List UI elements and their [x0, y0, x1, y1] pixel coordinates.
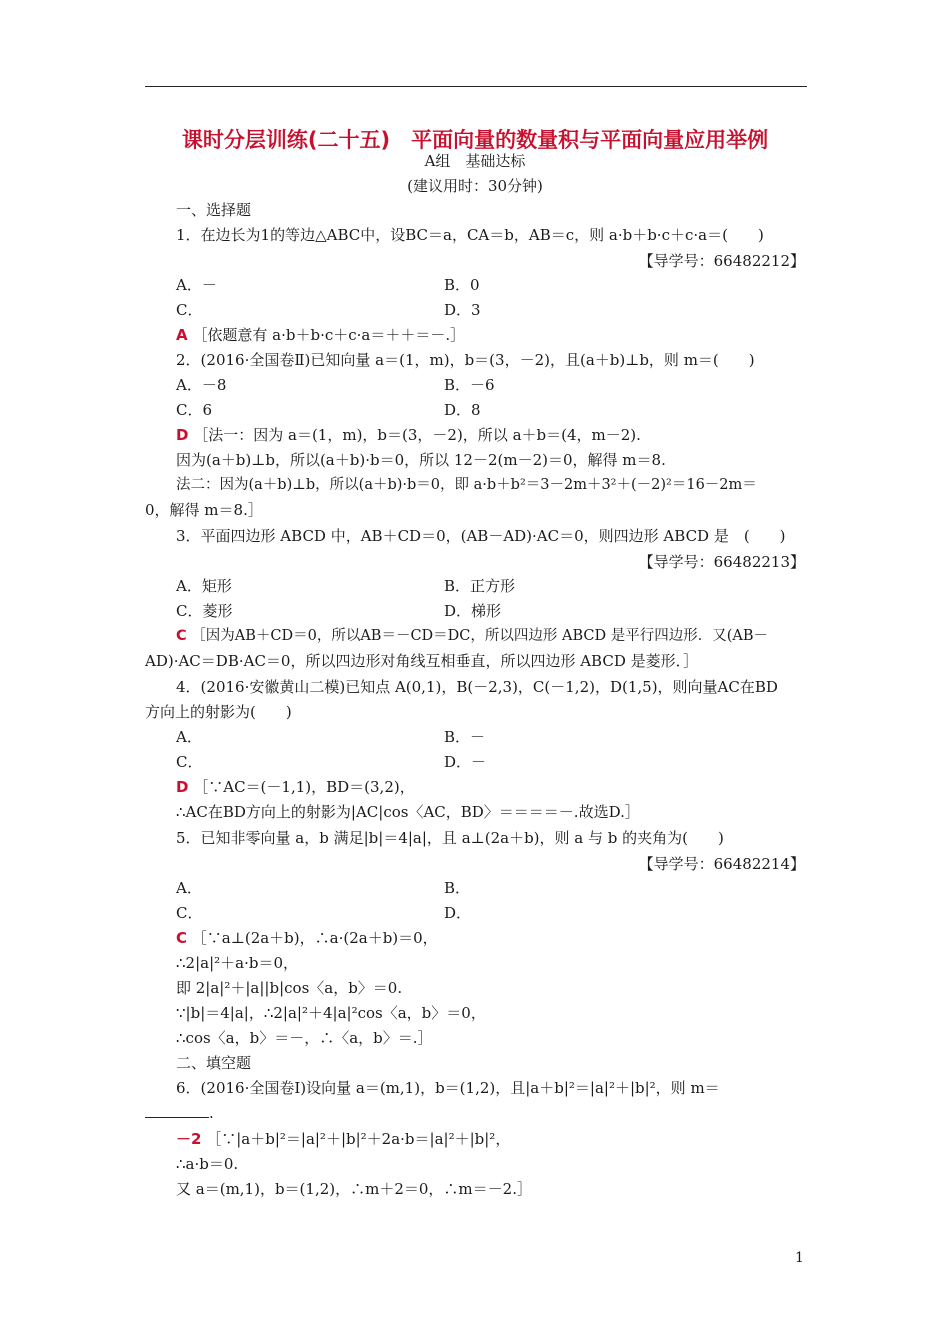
q5-option-c: C．: [176, 904, 203, 922]
group-label: A组 基础达标: [424, 152, 526, 170]
q4-solution: [176, 777, 415, 797]
q4-explain-1: ［∵AC＝(－1,1)，BD＝(3,2)，: [193, 778, 415, 796]
q2-explain-1: ［法一：因为 a＝(1，m)，b＝(3，－2)，所以 a＋b＝(4，m－2).: [193, 426, 641, 444]
q4-answer: D: [176, 778, 189, 796]
q6-explain-3: 又 a＝(m,1)，b＝(1,2)，∴m＋2＝0，∴m＝－2.］: [176, 1180, 532, 1198]
q2-explain-4: 0，解得 m＝8.］: [145, 501, 263, 519]
q5-option-a: A．: [176, 879, 202, 897]
q2-option-a: A．－8: [176, 376, 227, 394]
q6-answer-blank: [145, 1105, 209, 1118]
q5-answer: C: [176, 929, 188, 947]
q1-guide: 【导学号：66482212】: [638, 252, 805, 270]
q1-option-a: A．－: [176, 276, 217, 294]
section-choice: 一、选择题: [176, 201, 252, 219]
page-number: 1: [795, 1250, 804, 1266]
q6-stem-1: 6．(2016·全国卷Ⅰ)设向量 a＝(m,1)，b＝(1,2)，且|a＋b|²＝|a|²＋|b|²，则 m＝: [176, 1079, 720, 1097]
q5-guide: 【导学号：66482214】: [638, 855, 805, 873]
q1-option-c: C．: [176, 301, 203, 319]
q2-option-d: D．8: [444, 401, 481, 419]
q5-explain-2: ∴2|a|²＋a·b＝0，: [176, 954, 299, 972]
q1-option-b: B．0: [444, 276, 480, 294]
q4-stem-2: 方向上的射影为( ): [145, 703, 292, 721]
q5-explain-1: ［∵a⊥(2a＋b)，∴a·(2a＋b)＝0，: [191, 929, 438, 947]
q4-option-b: B．－: [444, 728, 486, 746]
q3-stem: 3．平面四边形 ABCD 中，AB＋CD＝0，(AB－AD)·AC＝0，则四边形 ABCD 是 ( ): [176, 527, 786, 545]
time-hint: (建议用时：30分钟): [407, 177, 543, 195]
q6-explain-1: ［∵|a＋b|²＝|a|²＋|b|²＋2a·b＝|a|²＋|b|²，: [206, 1130, 511, 1148]
q2-explain-2: 因为(a＋b)⊥b，所以(a＋b)·b＝0，所以 12－2(m－2)＝0，解得 m＝8.: [176, 451, 666, 469]
q4-option-d: D．－: [444, 753, 487, 771]
q1-stem: 1．在边长为1的等边△ABC中，设BC＝a，CA＝b，AB＝c，则 a·b＋b·c＋c·a＝( ): [176, 226, 764, 244]
q4-option-a: A．: [176, 728, 202, 746]
q5-option-b: B．: [444, 879, 471, 897]
q3-guide: 【导学号：66482213】: [638, 553, 805, 571]
q5-explain-4: ∵|b|＝4|a|，∴2|a|²＋4|a|²cos〈a，b〉＝0，: [176, 1004, 486, 1022]
q1-answer: A: [176, 326, 188, 344]
q4-explain-2: ∴AC在BD方向上的射影为|AC|cos〈AC，BD〉＝＝＝＝－.故选D.］: [176, 803, 640, 821]
q1-explain: ［依题意有 a·b＋b·c＋c·a＝＋＋＝－.］: [192, 326, 466, 344]
q3-solution: [176, 626, 768, 646]
q1-option-d: D．3: [444, 301, 481, 319]
q3-option-b: B．正方形: [444, 577, 516, 595]
q4-stem-1: 4．(2016·安徽黄山二模)已知点 A(0,1)，B(－2,3)，C(－1,2)，D(1,5)，则向量AC在BD: [176, 678, 778, 696]
section-fill: 二、填空题: [176, 1054, 252, 1072]
q6-stem-2: .: [209, 1104, 214, 1122]
q2-explain-3: 法二：因为(a＋b)⊥b，所以(a＋b)·b＝0，即 a·b＋b²＝3－2m＋3²＋(－2)²＝16－2m＝: [176, 477, 757, 493]
q6-stem-2-line: [145, 1103, 214, 1123]
q5-solution: [176, 928, 438, 948]
q5-explain-5: ∴cos〈a，b〉＝－，∴〈a，b〉＝.］: [176, 1029, 433, 1047]
q2-stem: 2．(2016·全国卷Ⅱ)已知向量 a＝(1，m)，b＝(3，－2)，且(a＋b)⊥b，则 m＝( ): [176, 351, 755, 369]
q5-stem: 5．已知非零向量 a，b 满足|b|＝4|a|，且 a⊥(2a＋b)，则 a 与 b 的夹角为( ): [176, 829, 724, 847]
q5-explain-3: 即 2|a|²＋|a||b|cos〈a，b〉＝0.: [176, 979, 403, 997]
q3-explain-1: ［因为AB＋CD＝0，所以AB＝－CD＝DC，所以四边形 ABCD 是平行四边形．又(AB－: [191, 628, 769, 644]
q3-explain-2: AD)·AC＝DB·AC＝0，所以四边形对角线互相垂直，所以四边形 ABCD 是菱形．］: [145, 652, 699, 670]
q1-solution: [176, 325, 465, 345]
q2-solution: [176, 425, 641, 445]
page-title: 课时分层训练(二十五) 平面向量的数量积与平面向量应用举例: [181, 128, 769, 152]
q6-answer: －2: [176, 1130, 202, 1148]
header-rule: [145, 86, 807, 87]
q4-option-c: C．: [176, 753, 203, 771]
q3-answer: C: [176, 628, 187, 644]
q6-explain-2: ∴a·b＝0.: [176, 1155, 239, 1173]
q3-option-a: A．矩形: [176, 577, 232, 595]
q3-option-d: D．梯形: [444, 602, 502, 620]
q3-option-c: C．菱形: [176, 602, 233, 620]
q5-option-d: D．: [444, 904, 472, 922]
q2-option-b: B．－6: [444, 376, 495, 394]
q2-answer: D: [176, 426, 189, 444]
q2-option-c: C．6: [176, 401, 213, 419]
q6-solution: [176, 1129, 510, 1149]
